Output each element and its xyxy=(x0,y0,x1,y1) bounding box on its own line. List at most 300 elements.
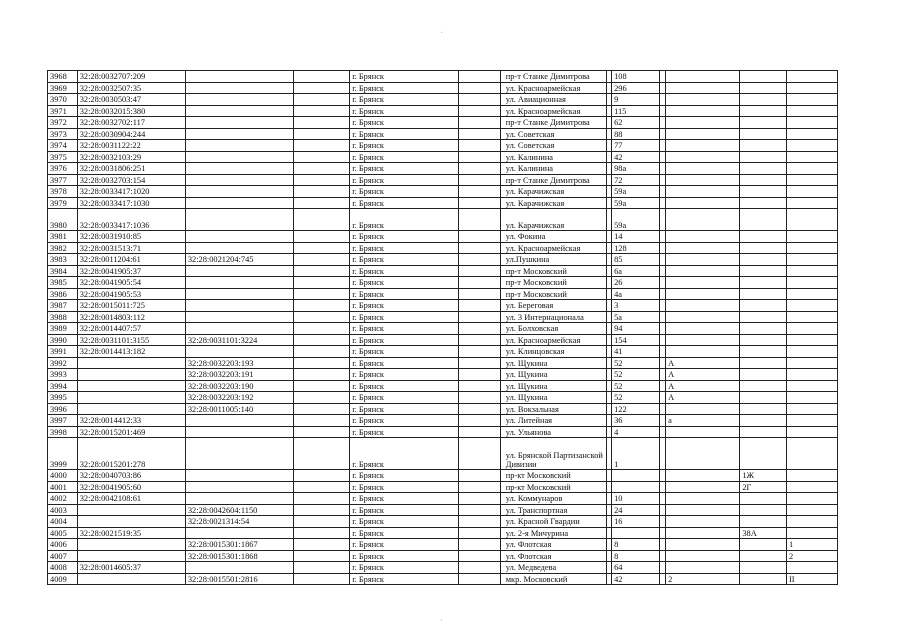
row-number-cell: 3995 xyxy=(48,392,78,404)
building-cell xyxy=(740,231,787,243)
empty-cell xyxy=(294,380,350,392)
street-cell: ул. Красноармейская xyxy=(500,105,606,117)
city-cell: г. Брянск xyxy=(350,403,459,415)
apartment-cell xyxy=(787,288,838,300)
table-row xyxy=(48,311,838,323)
apartment-cell xyxy=(787,209,838,231)
table-row xyxy=(48,493,838,505)
scan-mark-top: · xyxy=(440,28,444,39)
row-number-cell: 3983 xyxy=(48,254,78,266)
empty-cell xyxy=(294,346,350,358)
row-number-cell: 4007 xyxy=(48,550,78,562)
house-cell: 42 xyxy=(612,573,660,585)
building-cell: 38А xyxy=(740,527,787,539)
apartment-cell xyxy=(787,82,838,94)
empty-cell xyxy=(294,516,350,528)
empty-cell xyxy=(459,470,500,482)
letter-cell: 2 xyxy=(666,573,740,585)
letter-cell xyxy=(666,346,740,358)
empty-cell xyxy=(459,82,500,94)
cadastral-number-cell: 32:28:0033417:1030 xyxy=(77,197,185,209)
table-row xyxy=(48,504,838,516)
cadastral-number-cell: 32:28:0031101:3155 xyxy=(77,334,185,346)
house-cell: 115 xyxy=(612,105,660,117)
empty-cell xyxy=(459,527,500,539)
cadastral-number-cell: 32:28:0031806:251 xyxy=(77,163,185,175)
empty-cell xyxy=(294,71,350,83)
building-cell xyxy=(740,357,787,369)
table-row xyxy=(48,334,838,346)
street-cell: ул. Береговая xyxy=(500,300,606,312)
building-cadastral-cell: 32:28:0032203:192 xyxy=(185,392,293,404)
building-cell xyxy=(740,242,787,254)
cadastral-number-cell: 32:28:0011204:61 xyxy=(77,254,185,266)
house-cell: 8 xyxy=(612,550,660,562)
street-cell: ул. Щукина xyxy=(500,392,606,404)
building-cadastral-cell xyxy=(185,197,293,209)
cadastral-number-cell: 32:28:0015201:278 xyxy=(77,438,185,470)
table-row xyxy=(48,163,838,175)
building-cadastral-cell xyxy=(185,128,293,140)
cadastral-number-cell xyxy=(77,357,185,369)
building-cadastral-cell: 32:28:0011005:140 xyxy=(185,403,293,415)
table-row xyxy=(48,82,838,94)
table-row xyxy=(48,527,838,539)
cadastral-number-cell: 32:28:0031513:71 xyxy=(77,242,185,254)
empty-cell xyxy=(459,254,500,266)
empty-cell xyxy=(294,231,350,243)
empty-cell xyxy=(459,426,500,438)
row-number-cell: 3981 xyxy=(48,231,78,243)
table-row xyxy=(48,265,838,277)
table-row xyxy=(48,539,838,551)
house-cell: 41 xyxy=(612,346,660,358)
street-cell: ул. Вокзальная xyxy=(500,403,606,415)
empty-cell xyxy=(459,380,500,392)
building-cadastral-cell xyxy=(185,82,293,94)
table-row xyxy=(48,174,838,186)
city-cell: г. Брянск xyxy=(350,71,459,83)
scan-mark-bottom: · xyxy=(440,616,444,627)
city-cell: г. Брянск xyxy=(350,357,459,369)
street-cell: ул. Красноармейская xyxy=(500,82,606,94)
house-cell: 36 xyxy=(612,415,660,427)
row-number-cell: 3975 xyxy=(48,151,78,163)
row-number-cell: 3987 xyxy=(48,300,78,312)
empty-cell xyxy=(294,415,350,427)
house-cell: 5а xyxy=(612,311,660,323)
letter-cell: А xyxy=(666,380,740,392)
house-cell: 9 xyxy=(612,94,660,106)
cadastral-number-cell xyxy=(77,392,185,404)
building-cell xyxy=(740,71,787,83)
empty-cell xyxy=(294,254,350,266)
apartment-cell xyxy=(787,426,838,438)
street-cell: ул.Пушкина xyxy=(500,254,606,266)
building-cadastral-cell: 32:28:0032203:193 xyxy=(185,357,293,369)
street-cell: ул. Щукина xyxy=(500,369,606,381)
letter-cell: А xyxy=(666,369,740,381)
row-number-cell: 3988 xyxy=(48,311,78,323)
city-cell: г. Брянск xyxy=(350,231,459,243)
street-cell: ул. Болховская xyxy=(500,323,606,335)
row-number-cell: 3979 xyxy=(48,197,78,209)
house-cell: 4 xyxy=(612,426,660,438)
city-cell: г. Брянск xyxy=(350,334,459,346)
apartment-cell xyxy=(787,380,838,392)
empty-cell xyxy=(459,392,500,404)
house-cell: 52 xyxy=(612,392,660,404)
street-cell: ул. Литейная xyxy=(500,415,606,427)
table-row xyxy=(48,105,838,117)
building-cadastral-cell xyxy=(185,231,293,243)
house-cell: 64 xyxy=(612,562,660,574)
letter-cell xyxy=(666,504,740,516)
register-table xyxy=(47,70,838,585)
cadastral-number-cell: 32:28:0014407:57 xyxy=(77,323,185,335)
apartment-cell xyxy=(787,231,838,243)
building-cadastral-cell xyxy=(185,346,293,358)
cadastral-number-cell xyxy=(77,403,185,415)
street-cell: ул. Калинина xyxy=(500,151,606,163)
cadastral-number-cell: 32:28:0041905:60 xyxy=(77,481,185,493)
register-rows xyxy=(48,71,838,585)
city-cell: г. Брянск xyxy=(350,151,459,163)
empty-cell xyxy=(459,209,500,231)
letter-cell xyxy=(666,105,740,117)
street-cell: пр-т Московский xyxy=(500,288,606,300)
building-cell xyxy=(740,94,787,106)
building-cadastral-cell xyxy=(185,562,293,574)
house-cell: 52 xyxy=(612,369,660,381)
city-cell: г. Брянск xyxy=(350,380,459,392)
apartment-cell xyxy=(787,346,838,358)
city-cell: г. Брянск xyxy=(350,209,459,231)
apartment-cell xyxy=(787,174,838,186)
building-cadastral-cell xyxy=(185,277,293,289)
building-cell xyxy=(740,254,787,266)
letter-cell xyxy=(666,403,740,415)
cadastral-number-cell xyxy=(77,369,185,381)
row-number-cell: 3996 xyxy=(48,403,78,415)
empty-cell xyxy=(459,288,500,300)
apartment-cell xyxy=(787,470,838,482)
table-row xyxy=(48,288,838,300)
apartment-cell xyxy=(787,105,838,117)
city-cell: г. Брянск xyxy=(350,94,459,106)
empty-cell xyxy=(294,470,350,482)
city-cell: г. Брянск xyxy=(350,438,459,470)
building-cell: 1Ж xyxy=(740,470,787,482)
row-number-cell: 3989 xyxy=(48,323,78,335)
cadastral-number-cell: 32:28:0033417:1020 xyxy=(77,186,185,198)
building-cell xyxy=(740,186,787,198)
letter-cell xyxy=(666,334,740,346)
empty-cell xyxy=(294,357,350,369)
house-cell xyxy=(612,527,660,539)
table-row xyxy=(48,516,838,528)
apartment-cell xyxy=(787,562,838,574)
table-row xyxy=(48,426,838,438)
city-cell: г. Брянск xyxy=(350,82,459,94)
street-cell: ул. Щукина xyxy=(500,380,606,392)
table-row xyxy=(48,231,838,243)
street-cell: ул. Щукина xyxy=(500,357,606,369)
building-cadastral-cell: 32:28:0042604:1150 xyxy=(185,504,293,516)
building-cell xyxy=(740,516,787,528)
apartment-cell xyxy=(787,300,838,312)
apartment-cell xyxy=(787,527,838,539)
building-cadastral-cell xyxy=(185,242,293,254)
city-cell: г. Брянск xyxy=(350,242,459,254)
cadastral-number-cell: 32:28:0041905:37 xyxy=(77,265,185,277)
street-cell: пр-кт Московский xyxy=(500,481,606,493)
table-row xyxy=(48,562,838,574)
city-cell: г. Брянск xyxy=(350,573,459,585)
cadastral-number-cell: 32:28:0014803:112 xyxy=(77,311,185,323)
house-cell: 14 xyxy=(612,231,660,243)
table-row xyxy=(48,128,838,140)
empty-cell xyxy=(294,392,350,404)
cadastral-number-cell: 32:28:0032015:380 xyxy=(77,105,185,117)
house-cell: 62 xyxy=(612,117,660,129)
house-cell: 6а xyxy=(612,265,660,277)
city-cell: г. Брянск xyxy=(350,311,459,323)
table-row xyxy=(48,323,838,335)
empty-cell xyxy=(459,277,500,289)
city-cell: г. Брянск xyxy=(350,504,459,516)
building-cadastral-cell: 32:28:0021314:54 xyxy=(185,516,293,528)
table-row xyxy=(48,369,838,381)
apartment-cell xyxy=(787,415,838,427)
table-row xyxy=(48,481,838,493)
letter-cell xyxy=(666,242,740,254)
table-row xyxy=(48,438,838,470)
city-cell: г. Брянск xyxy=(350,254,459,266)
house-cell: 3 xyxy=(612,300,660,312)
cadastral-number-cell: 32:28:0032103:29 xyxy=(77,151,185,163)
empty-cell xyxy=(459,346,500,358)
building-cadastral-cell xyxy=(185,493,293,505)
building-cell xyxy=(740,197,787,209)
city-cell: г. Брянск xyxy=(350,550,459,562)
cadastral-number-cell: 32:28:0041905:53 xyxy=(77,288,185,300)
table-row xyxy=(48,357,838,369)
building-cell xyxy=(740,323,787,335)
building-cadastral-cell xyxy=(185,117,293,129)
city-cell: г. Брянск xyxy=(350,288,459,300)
cadastral-number-cell: 32:28:0032507:35 xyxy=(77,82,185,94)
table-row xyxy=(48,300,838,312)
house-cell: 108 xyxy=(612,71,660,83)
letter-cell xyxy=(666,470,740,482)
street-cell: пр-т Московский xyxy=(500,265,606,277)
building-cell xyxy=(740,403,787,415)
row-number-cell: 3968 xyxy=(48,71,78,83)
building-cell xyxy=(740,300,787,312)
row-number-cell: 3969 xyxy=(48,82,78,94)
building-cell xyxy=(740,415,787,427)
street-cell: ул. Транспортная xyxy=(500,504,606,516)
letter-cell xyxy=(666,265,740,277)
street-cell: пр-т Станке Димитрова xyxy=(500,117,606,129)
building-cadastral-cell: 32:28:0031101:3224 xyxy=(185,334,293,346)
street-cell: пр-т Станке Димитрова xyxy=(500,71,606,83)
row-number-cell: 3978 xyxy=(48,186,78,198)
house-cell: 77 xyxy=(612,140,660,152)
building-cadastral-cell xyxy=(185,527,293,539)
building-cadastral-cell xyxy=(185,163,293,175)
empty-cell xyxy=(294,128,350,140)
empty-cell xyxy=(294,300,350,312)
empty-cell xyxy=(294,323,350,335)
building-cell xyxy=(740,209,787,231)
row-number-cell: 3974 xyxy=(48,140,78,152)
empty-cell xyxy=(459,265,500,277)
row-number-cell: 3998 xyxy=(48,426,78,438)
building-cell: 2Г xyxy=(740,481,787,493)
building-cadastral-cell: 32:28:0021204:745 xyxy=(185,254,293,266)
city-cell: г. Брянск xyxy=(350,265,459,277)
row-number-cell: 3972 xyxy=(48,117,78,129)
empty-cell xyxy=(459,562,500,574)
empty-cell xyxy=(294,403,350,415)
letter-cell xyxy=(666,516,740,528)
row-number-cell: 3976 xyxy=(48,163,78,175)
empty-cell xyxy=(294,527,350,539)
building-cadastral-cell: 32:28:0032203:191 xyxy=(185,369,293,381)
street-cell: ул. 2-я Мичурина xyxy=(500,527,606,539)
cadastral-number-cell: 32:28:0033417:1036 xyxy=(77,209,185,231)
letter-cell xyxy=(666,493,740,505)
city-cell: г. Брянск xyxy=(350,140,459,152)
empty-cell xyxy=(459,550,500,562)
apartment-cell xyxy=(787,151,838,163)
building-cell xyxy=(740,392,787,404)
letter-cell xyxy=(666,174,740,186)
empty-cell xyxy=(294,493,350,505)
letter-cell xyxy=(666,163,740,175)
empty-cell xyxy=(459,323,500,335)
house-cell: 72 xyxy=(612,174,660,186)
house-cell: 85 xyxy=(612,254,660,266)
cadastral-number-cell xyxy=(77,516,185,528)
apartment-cell xyxy=(787,242,838,254)
letter-cell xyxy=(666,426,740,438)
building-cadastral-cell xyxy=(185,186,293,198)
empty-cell xyxy=(294,334,350,346)
house-cell: 24 xyxy=(612,504,660,516)
row-number-cell: 4006 xyxy=(48,539,78,551)
building-cadastral-cell xyxy=(185,311,293,323)
building-cell xyxy=(740,334,787,346)
letter-cell xyxy=(666,231,740,243)
building-cell xyxy=(740,311,787,323)
apartment-cell xyxy=(787,369,838,381)
city-cell: г. Брянск xyxy=(350,163,459,175)
apartment-cell: 1 xyxy=(787,539,838,551)
cadastral-number-cell xyxy=(77,380,185,392)
building-cell xyxy=(740,539,787,551)
empty-cell xyxy=(459,105,500,117)
cadastral-number-cell: 32:28:0014605:37 xyxy=(77,562,185,574)
house-cell: 98а xyxy=(612,163,660,175)
letter-cell xyxy=(666,151,740,163)
city-cell: г. Брянск xyxy=(350,527,459,539)
table-row xyxy=(48,117,838,129)
empty-cell xyxy=(294,438,350,470)
city-cell: г. Брянск xyxy=(350,346,459,358)
house-cell: 94 xyxy=(612,323,660,335)
street-cell: ул. Карачижская xyxy=(500,197,606,209)
building-cadastral-cell xyxy=(185,209,293,231)
empty-cell xyxy=(294,174,350,186)
building-cadastral-cell: 32:28:0015501:2816 xyxy=(185,573,293,585)
empty-cell xyxy=(459,128,500,140)
empty-cell xyxy=(459,403,500,415)
apartment-cell xyxy=(787,128,838,140)
empty-cell xyxy=(294,562,350,574)
street-cell: ул. Медведева xyxy=(500,562,606,574)
city-cell: г. Брянск xyxy=(350,493,459,505)
empty-cell xyxy=(459,493,500,505)
street-cell: ул. Красной Гвардии xyxy=(500,516,606,528)
house-cell: 122 xyxy=(612,403,660,415)
cadastral-number-cell: 32:28:0030904:244 xyxy=(77,128,185,140)
row-number-cell: 3971 xyxy=(48,105,78,117)
apartment-cell xyxy=(787,403,838,415)
empty-cell xyxy=(459,140,500,152)
table-row xyxy=(48,415,838,427)
apartment-cell: 2 xyxy=(787,550,838,562)
street-cell: ул. Фокина xyxy=(500,231,606,243)
cadastral-number-cell: 32:28:0021519:35 xyxy=(77,527,185,539)
letter-cell xyxy=(666,438,740,470)
empty-cell xyxy=(294,504,350,516)
apartment-cell: II xyxy=(787,573,838,585)
apartment-cell xyxy=(787,140,838,152)
building-cadastral-cell xyxy=(185,470,293,482)
table-row xyxy=(48,573,838,585)
city-cell: г. Брянск xyxy=(350,277,459,289)
empty-cell xyxy=(294,311,350,323)
letter-cell xyxy=(666,197,740,209)
cadastral-number-cell: 32:28:0015011:725 xyxy=(77,300,185,312)
apartment-cell xyxy=(787,277,838,289)
house-cell: 26 xyxy=(612,277,660,289)
house-cell: 59а xyxy=(612,186,660,198)
city-cell: г. Брянск xyxy=(350,415,459,427)
letter-cell xyxy=(666,277,740,289)
letter-cell xyxy=(666,550,740,562)
row-number-cell: 3984 xyxy=(48,265,78,277)
empty-cell xyxy=(459,415,500,427)
cadastral-number-cell xyxy=(77,573,185,585)
empty-cell xyxy=(459,311,500,323)
empty-cell xyxy=(459,186,500,198)
building-cadastral-cell: 32:28:0032203:190 xyxy=(185,380,293,392)
city-cell: г. Брянск xyxy=(350,392,459,404)
apartment-cell xyxy=(787,265,838,277)
city-cell: г. Брянск xyxy=(350,562,459,574)
building-cadastral-cell xyxy=(185,71,293,83)
street-cell: ул. Красноармейская xyxy=(500,242,606,254)
table-row xyxy=(48,94,838,106)
empty-cell xyxy=(294,481,350,493)
cadastral-number-cell: 32:28:0015201:469 xyxy=(77,426,185,438)
table-row xyxy=(48,550,838,562)
apartment-cell xyxy=(787,438,838,470)
